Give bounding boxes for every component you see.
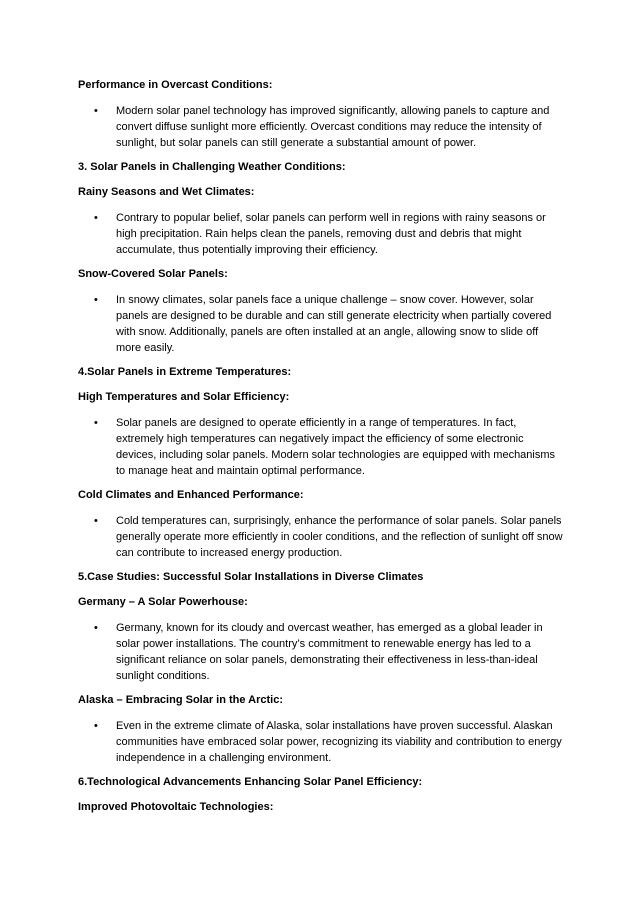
section-heading: Snow-Covered Solar Panels:: [78, 268, 228, 280]
section-heading: Alaska – Embracing Solar in the Arctic:: [78, 694, 283, 706]
bullet-list: [78, 718, 566, 766]
bullet-icon: •: [94, 622, 98, 634]
bullet-icon: •: [94, 417, 98, 429]
section-heading: Performance in Overcast Conditions:: [78, 79, 273, 91]
list-item: [78, 513, 566, 561]
section-heading: Rainy Seasons and Wet Climates:: [78, 186, 255, 198]
bullet-list: [78, 292, 566, 356]
section-heading: High Temperatures and Solar Efficiency:: [78, 391, 290, 403]
list-item: [78, 292, 566, 356]
list-item-text: Modern solar panel technology has improved significantly, allowing panels to capture and convert diffuse sunlight more efficiently. Overcast conditions may reduce the intensity of sunlight, but solar panels can still generate a substantial amount of power.: [116, 105, 550, 149]
section-heading: 5.Case Studies: Successful Solar Installations in Diverse Climates: [78, 571, 424, 583]
bullet-list: [78, 210, 566, 258]
list-item: [78, 210, 566, 258]
bullet-list: [78, 620, 566, 684]
section-heading: Improved Photovoltaic Technologies:: [78, 801, 274, 813]
section-heading: 6.Technological Advancements Enhancing Solar Panel Efficiency:: [78, 776, 423, 788]
list-item-text: Cold temperatures can, surprisingly, enhance the performance of solar panels. Solar panels generally operate more efficiently in cooler conditions, and the reflection of sunlight off snow can contribute to increased energy production.: [116, 515, 563, 559]
list-item-text: Contrary to popular belief, solar panels can perform well in regions with rainy seasons or high precipitation. Rain helps clean the panels, removing dust and debris that might accumulate, thus potentially improving their efficiency.: [116, 212, 546, 256]
section-heading: Cold Climates and Enhanced Performance:: [78, 489, 304, 501]
list-item: [78, 103, 566, 151]
list-item-text: Solar panels are designed to operate efficiently in a range of temperatures. In fact, extremely high temperatures can negatively impact the efficiency of some electronic devices, including solar panels. Modern solar technologies are equipped with mechanisms to manage heat and maintain optimal performance.: [116, 417, 556, 477]
bullet-icon: •: [94, 212, 98, 224]
list-item-text: In snowy climates, solar panels face a unique challenge – snow cover. However, solar panels are designed to be durable and can still generate electricity when partially covered with snow. Additionally, panels are often installed at an angle, allowing snow to slide off more easily.: [116, 294, 552, 354]
list-item: [78, 415, 566, 479]
bullet-icon: •: [94, 720, 98, 732]
list-item: [78, 718, 566, 766]
list-item-text: Even in the extreme climate of Alaska, solar installations have proven successful. Alaskan communities have embraced solar power, recognizing its viability and contribution to energy independence in a challenging environment.: [116, 720, 562, 764]
bullet-list: [78, 415, 566, 479]
list-item-text: Germany, known for its cloudy and overcast weather, has emerged as a global leader in solar power installations. The country’s commitment to renewable energy has led to a significant reliance on solar panels, demonstrating their effectiveness in less-than-ideal sunlight conditions.: [116, 622, 543, 682]
list-item: [78, 620, 566, 684]
section-heading: 4.Solar Panels in Extreme Temperatures:: [78, 366, 292, 378]
bullet-icon: •: [94, 294, 98, 306]
bullet-list: [78, 103, 566, 151]
bullet-icon: •: [94, 105, 98, 117]
bullet-icon: •: [94, 515, 98, 527]
section-heading: Germany – A Solar Powerhouse:: [78, 596, 248, 608]
section-heading: 3. Solar Panels in Challenging Weather Conditions:: [78, 161, 346, 173]
bullet-list: [78, 513, 566, 561]
